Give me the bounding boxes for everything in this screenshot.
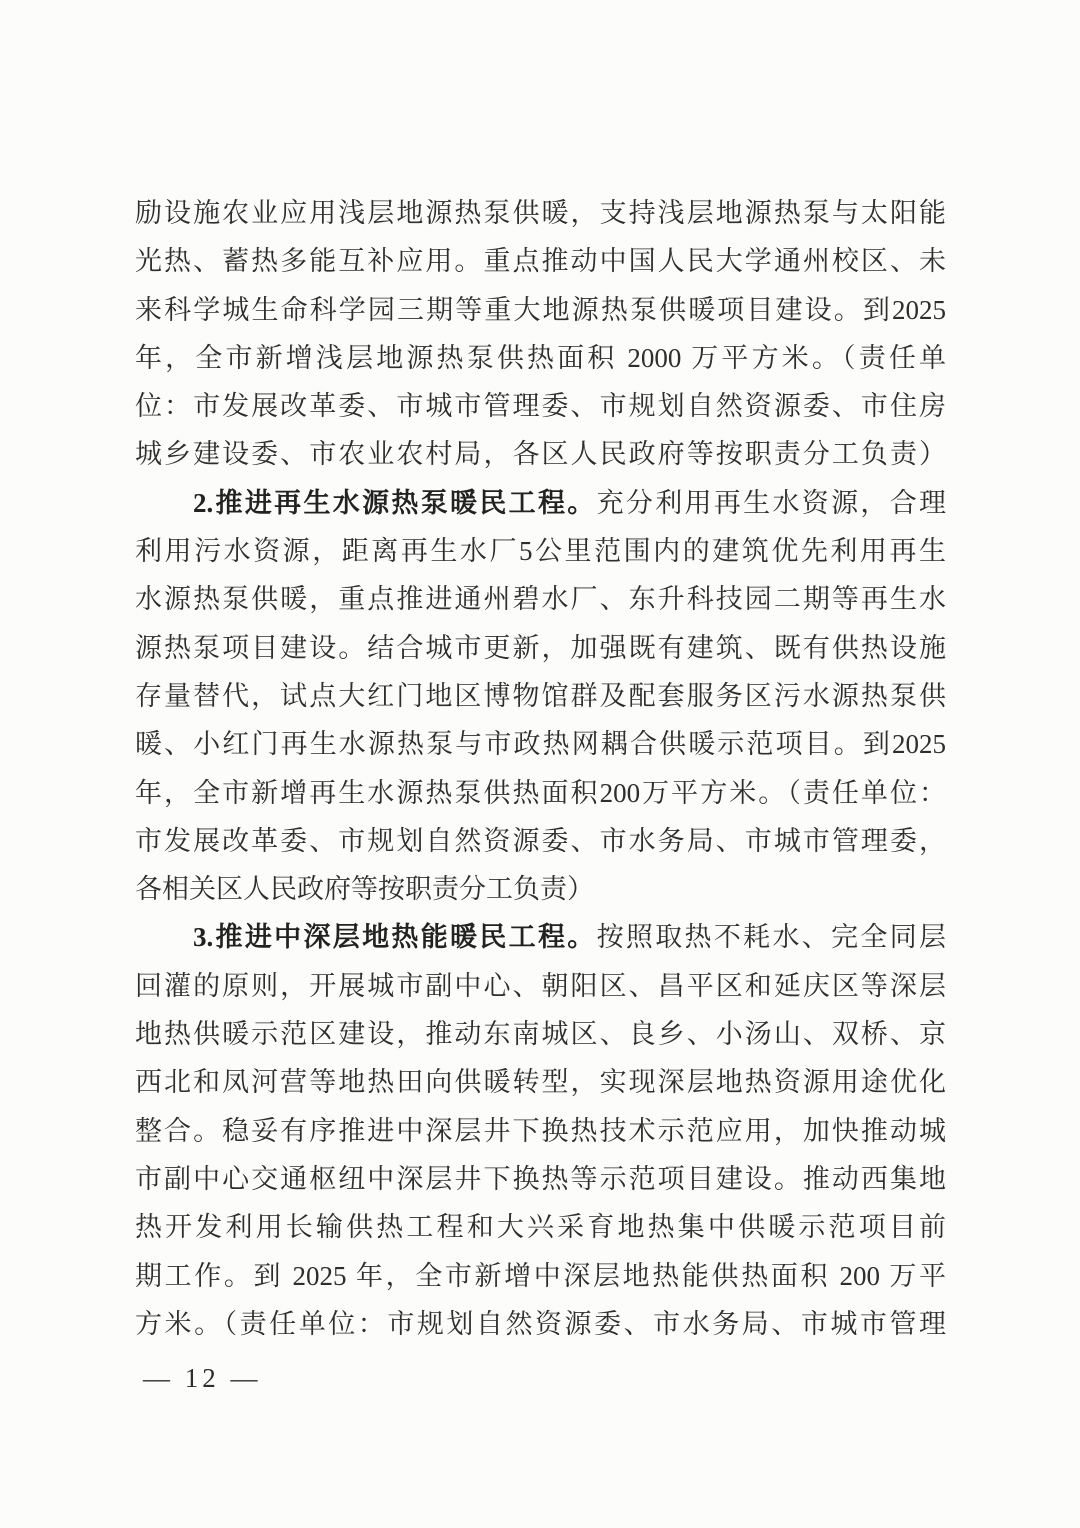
- line-text: 热开发利用长输供热工程和大兴采育地热集中供暖示范项目前: [135, 1212, 946, 1243]
- text-line: [135, 189, 946, 237]
- line-text: 光热、蓄热多能互补应用。重点推动中国人民大学通州校区、未: [135, 246, 946, 277]
- page-footer: [143, 1360, 262, 1396]
- line-text: 期工作。到 2025 年，全市新增中深层地热能供热面积 200 万平: [135, 1260, 946, 1291]
- line-text: 利用污水资源，距离再生水厂5公里范围内的建筑优先利用再生: [135, 536, 946, 567]
- line-text: 地热供暖示范区建设，推动东南城区、良乡、小汤山、双桥、京: [135, 1019, 946, 1050]
- line-text: 源热泵项目建设。结合城市更新，加强既有建筑、既有供热设施: [135, 632, 946, 663]
- line-text: 充分利用再生水资源，合理: [596, 487, 947, 518]
- line-text: 市发展改革委、市规划自然资源委、市水务局、市城市管理委，: [135, 825, 946, 856]
- line-text: 暖、小红门再生水源热泵与市政热网耦合供暖示范项目。到2025: [135, 729, 946, 760]
- paragraph-lead-line: [135, 479, 946, 527]
- line-text: 年，全市新增浅层地源热泵供热面积 2000 万平方米。（责任单: [135, 342, 946, 373]
- text-line: [135, 962, 946, 1010]
- text-line: [135, 1252, 946, 1300]
- text-line: [135, 1107, 946, 1155]
- document-body: [135, 189, 946, 1348]
- text-line: [135, 237, 946, 285]
- text-line: [135, 1203, 946, 1251]
- text-line: [135, 769, 946, 817]
- line-text: 存量替代，试点大红门地区博物馆群及配套服务区污水源热泵供: [135, 680, 946, 711]
- text-line: [135, 382, 946, 430]
- paragraph-heading: 3.推进中深层地热能暖民工程。: [193, 922, 597, 953]
- text-line: [135, 720, 946, 768]
- text-line: [135, 1058, 946, 1106]
- line-text: 水源热泵供暖，重点推进通州碧水厂、东升科技园二期等再生水: [135, 584, 946, 615]
- text-line: [135, 430, 946, 478]
- text-line: [135, 1300, 946, 1348]
- line-text: 位：市发展改革委、市城市管理委、市规划自然资源委、市住房: [135, 391, 946, 422]
- line-text: 来科学城生命科学园三期等重大地源热泵供暖项目建设。到2025: [135, 294, 946, 325]
- line-text: 励设施农业应用浅层地源热泵供暖，支持浅层地源热泵与太阳能: [135, 198, 946, 228]
- paragraph-lead-line: [135, 913, 946, 961]
- text-line: [135, 1155, 946, 1203]
- line-text: 回灌的原则，开展城市副中心、朝阳区、昌平区和延庆区等深层: [135, 970, 946, 1001]
- text-line: [135, 624, 946, 672]
- text-line: [135, 527, 946, 575]
- text-line: [135, 672, 946, 720]
- paragraph-heading: 2.推进再生水源热泵暖民工程。: [193, 487, 597, 518]
- page-number: — 12 —: [143, 1363, 262, 1393]
- line-text: 各相关区人民政府等按职责分工负责）: [135, 874, 594, 905]
- text-line: [135, 334, 946, 382]
- text-line: [135, 865, 946, 913]
- text-line: [135, 575, 946, 623]
- line-text: 城乡建设委、市农业农村局，各区人民政府等按职责分工负责）: [135, 439, 946, 470]
- line-text: 整合。稳妥有序推进中深层井下换热技术示范应用，加快推动城: [135, 1115, 946, 1146]
- text-line: [135, 1010, 946, 1058]
- text-line: [135, 286, 946, 334]
- line-text: 年，全市新增再生水源热泵供热面积200万平方米。（责任单位：: [135, 777, 946, 808]
- line-text: 按照取热不耗水、完全同层: [596, 922, 947, 953]
- line-text: 西北和凤河营等地热田向供暖转型，实现深层地热资源用途优化: [135, 1067, 946, 1098]
- text-line: [135, 817, 946, 865]
- line-text: 市副中心交通枢纽中深层井下换热等示范项目建设。推动西集地: [135, 1163, 946, 1194]
- line-text: 方米。（责任单位：市规划自然资源委、市水务局、市城市管理: [135, 1308, 946, 1339]
